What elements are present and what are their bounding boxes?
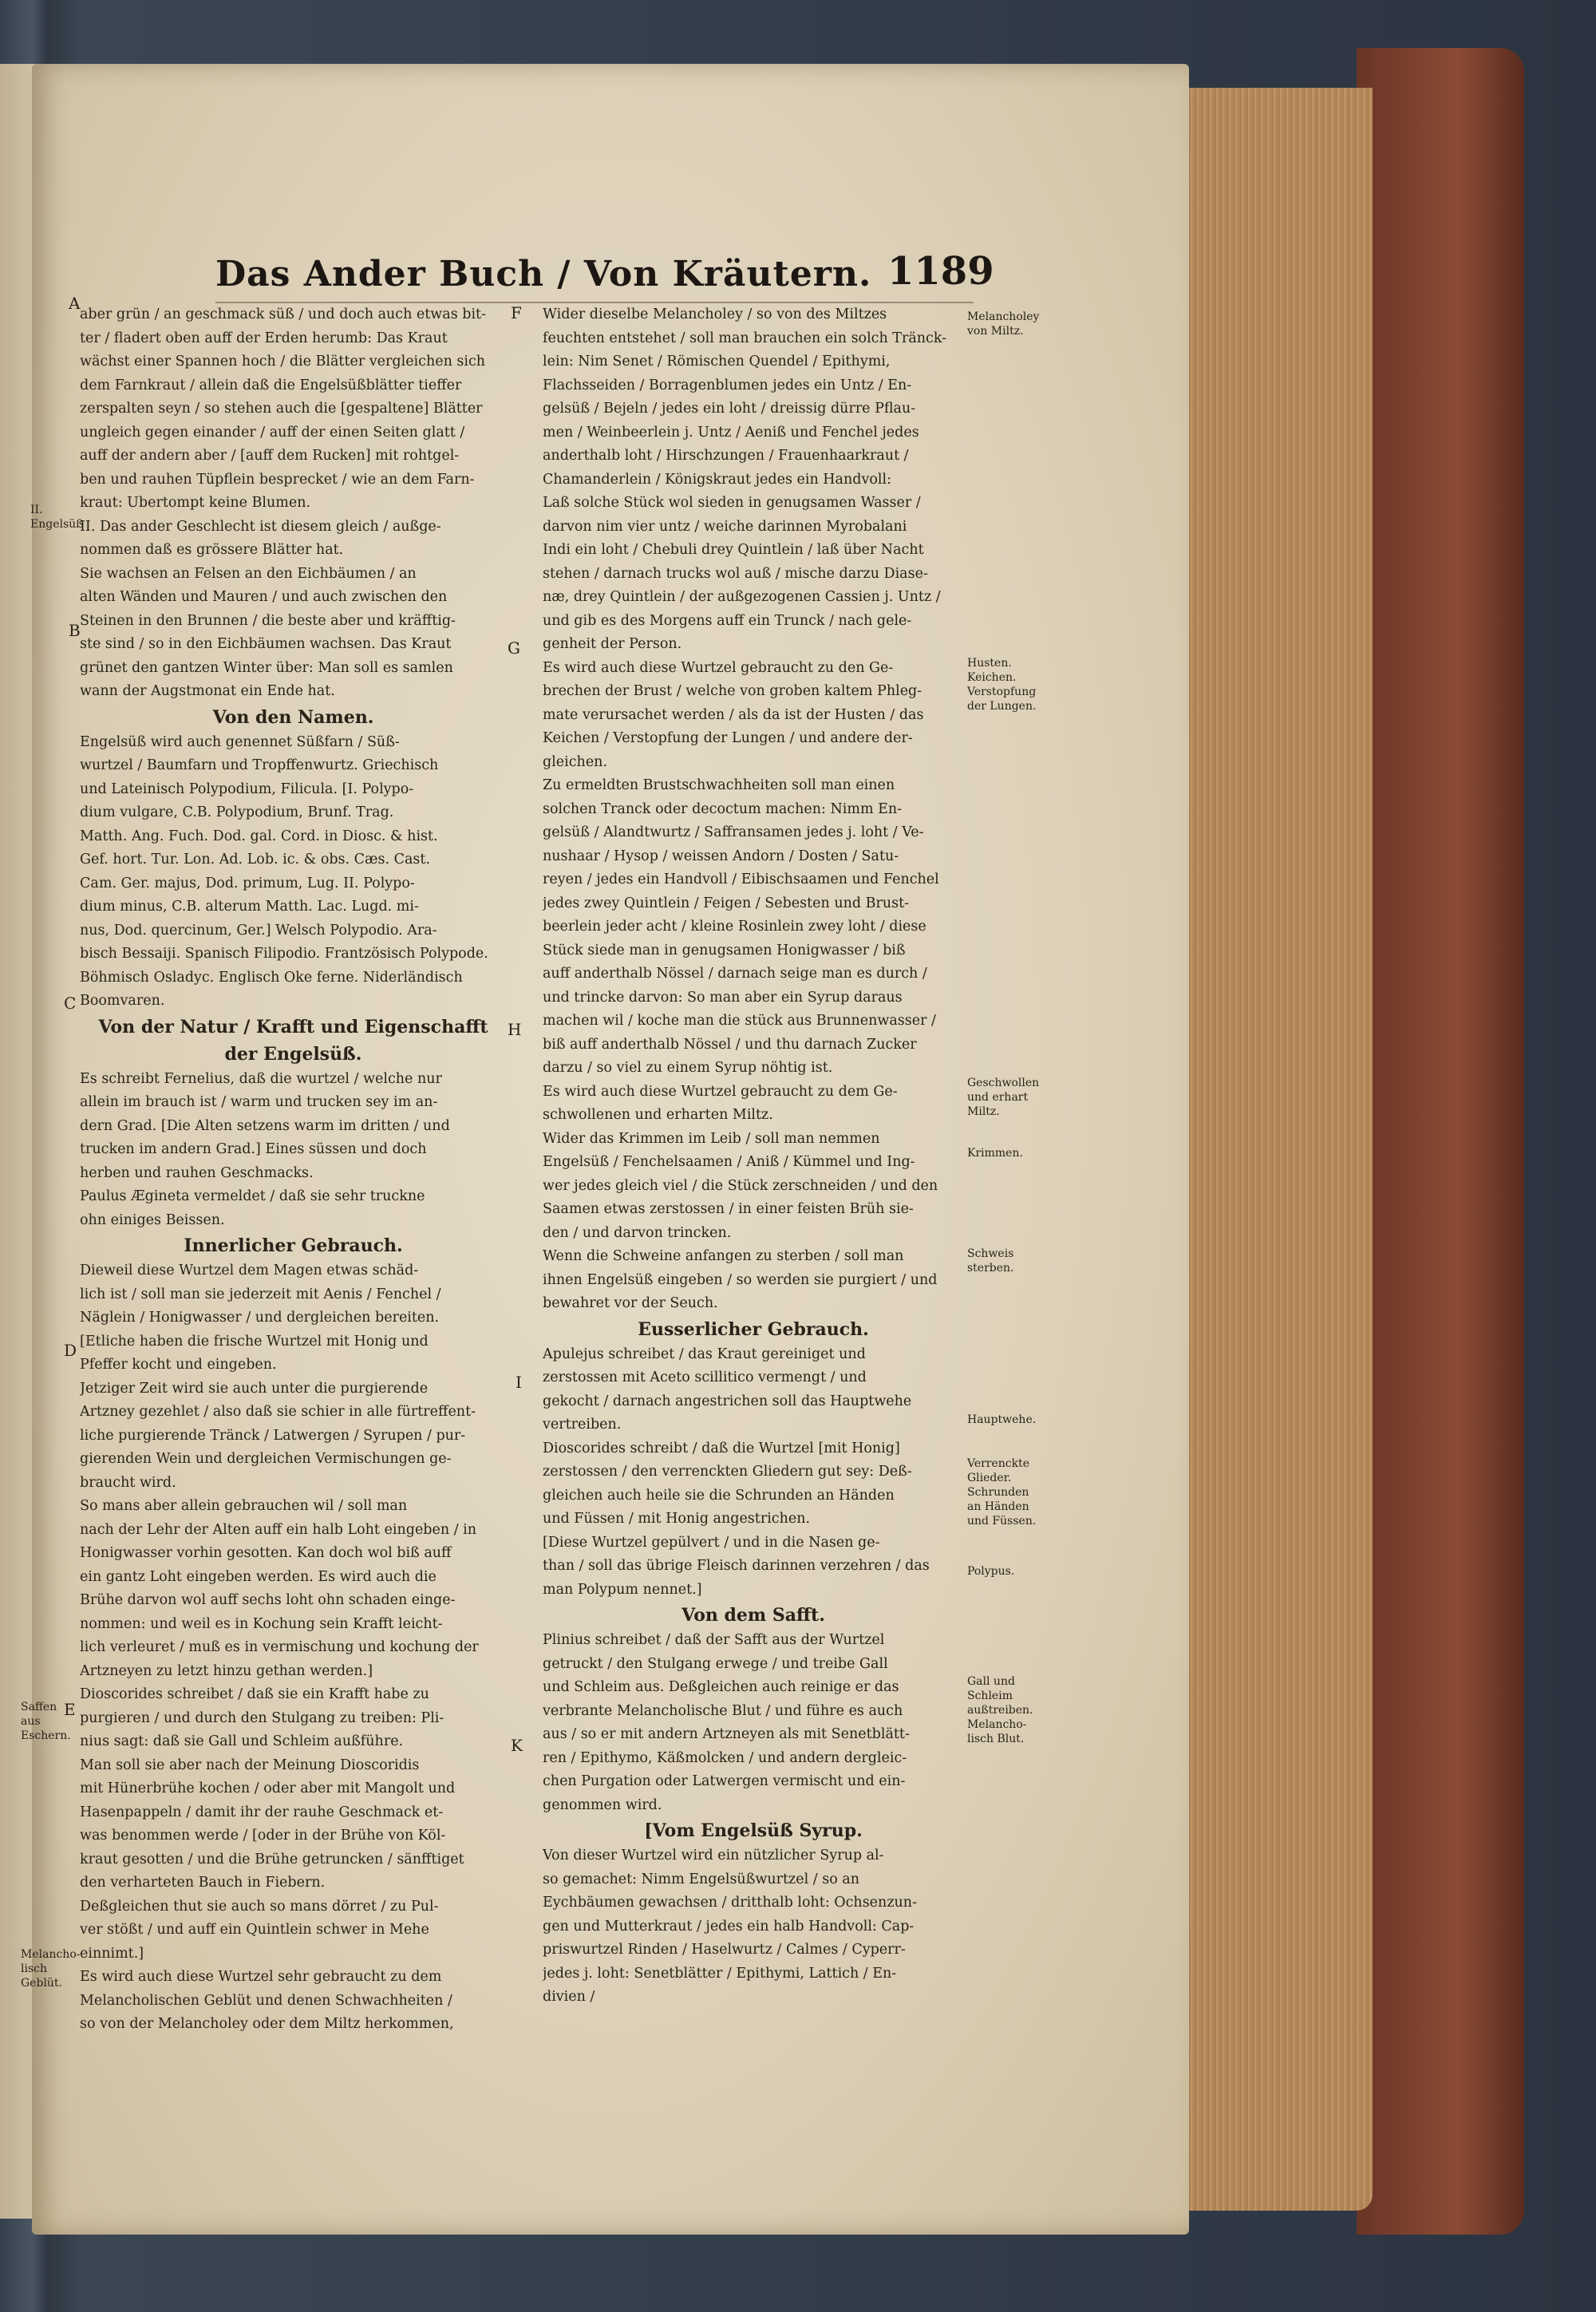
page-edges <box>1181 88 1373 2211</box>
text-line: und trincke darvon: So man aber ein Syrup daraus <box>543 989 903 1006</box>
text-line: purgieren / und durch den Stulgang zu treiben: Pli- <box>80 1709 444 1726</box>
text-line: Gef. hort. Tur. Lon. Ad. Lob. ic. & obs. Cæs. Cast. <box>80 852 431 867</box>
section-marker-f: F <box>511 303 522 322</box>
text-line: auff der andern aber / [auff dem Rucken] mit rohtgel- <box>80 448 460 464</box>
text-line: Boomvaren. <box>80 993 165 1009</box>
section-marker-e: E <box>64 1700 76 1719</box>
text-line: Steinen in den Brunnen / die beste aber und kräfftig- <box>80 612 456 629</box>
text-line: men / Weinbeerlein j. Untz / Aeniß und Fenchel jedes <box>543 424 919 441</box>
text-line: verbrante Melancholische Blut / und führe es auch <box>543 1702 903 1719</box>
text-line: Deßgleichen thut sie auch so mans dörret / zu Pul- <box>80 1898 439 1915</box>
text-line: [Etliche haben die frische Wurtzel mit Honig und <box>80 1333 429 1350</box>
text-line: Melancholischen Geblüt und denen Schwachheiten / <box>80 1992 452 2009</box>
margin-note-left-2: Saffen aus Eschern. <box>21 1701 71 1742</box>
text-line: schwollenen und erharten Miltz. <box>543 1107 773 1123</box>
section-heading: Von der Natur / Krafft und Eigenschafft <box>98 1016 488 1037</box>
margin-note-left-1: II. Engelsüß <box>30 504 84 531</box>
text-line: lich ist / soll man sie jederzeit mit Aenis / Fenchel / <box>80 1286 441 1302</box>
text-line: Pfeffer kocht und eingeben. <box>80 1357 277 1373</box>
text-line: ver stößt / und auff ein Quintlein schwer in Mehe <box>80 1922 429 1938</box>
text-line: zerstossen / den verrenckten Gliedern gut sey: Deß- <box>543 1464 912 1480</box>
text-line: getruckt / den Stulgang erwege / und treibe Gall <box>543 1655 888 1672</box>
text-line: Honigwasser vorhin gesotten. Kan doch wol biß auff <box>80 1545 452 1561</box>
text-line: Näglein / Honigwasser / und dergleichen bereiten. <box>80 1310 440 1326</box>
text-line: ter / fladert oben auff der Erden herumb: Das Kraut <box>80 330 448 346</box>
text-line: Jetziger Zeit wird sie auch unter die purgierende <box>80 1380 429 1397</box>
text-line: vertreiben. <box>543 1417 622 1433</box>
text-line: grünet den gantzen Winter über: Man soll es samlen <box>80 659 453 676</box>
text-line: mate verursachet werden / als da ist der Husten / das <box>543 706 924 723</box>
text-line: Zu ermeldten Brustschwachheiten soll man einen <box>543 777 895 793</box>
margin-note-right-9: Gall und Schleim außtreiben. Melancho- lisch Blut. <box>967 1675 1033 1745</box>
text-line: so von der Melancholey oder dem Miltz herkommen, <box>80 2016 454 2032</box>
text-line: und Füssen / mit Honig angestrichen. <box>543 1511 811 1527</box>
text-line: Matth. Ang. Fuch. Dod. gal. Cord. in Diosc. & hist. <box>80 828 438 844</box>
text-line: reyen / jedes ein Handvoll / Eibischsaamen und Fenchel <box>543 871 939 887</box>
section-marker-c: C <box>64 994 77 1013</box>
text-line: bisch Bessaiji. Spanisch Filipodio. Frantzösisch Polypode. <box>80 946 488 962</box>
text-line: was benommen werde / [oder in der Brühe von Köl- <box>80 1828 446 1844</box>
margin-note-right-1: Melancholey von Miltz. <box>967 310 1040 338</box>
text-line: zerstossen mit Aceto scillitico vermengt / und <box>543 1369 867 1385</box>
text-line: gen und Mutterkraut / jedes ein halb Handvoll: Cap- <box>543 1918 915 1935</box>
section-marker-h: H <box>508 1020 522 1039</box>
text-line: Saamen etwas zerstossen / in einer feisten Brüh sie- <box>543 1201 914 1217</box>
text-line: liche purgierende Tränck / Latwergen / Syrupen / pur- <box>80 1427 466 1444</box>
text-line: solchen Tranck oder decoctum machen: Nimm En- <box>543 800 903 817</box>
text-line: Dioscorides schreibet / daß sie ein Krafft habe zu <box>80 1686 429 1702</box>
text-line: Chamanderlein / Königskraut jedes ein Handvoll: <box>543 471 891 488</box>
text-line: wer jedes gleich viel / die Stück zerschneiden / und den <box>543 1177 938 1194</box>
text-line: [Diese Wurtzel gepülvert / und in die Nasen ge- <box>543 1534 880 1551</box>
text-line: alten Wänden und Mauren / und auch zwischen den <box>80 589 448 605</box>
text-line: und gib es des Morgens auff ein Trunck / nach gele- <box>543 612 912 629</box>
margin-note-right-8: Polypus. <box>967 1565 1015 1578</box>
text-line: Dieweil diese Wurtzel dem Magen etwas schäd- <box>80 1263 419 1279</box>
text-line: aus / so er mit andern Artzneyen als mit Senetblätt- <box>543 1726 910 1742</box>
right-text-column <box>543 303 964 2010</box>
text-line: næ, drey Quintlein / der außgezogenen Cassien j. Untz / <box>543 589 941 605</box>
section-heading: Von den Namen. <box>212 706 374 728</box>
text-line: Böhmisch Osladyc. Englisch Oke ferne. Niderländisch <box>80 969 463 986</box>
section-marker-g: G <box>508 638 520 658</box>
text-line: zerspalten seyn / so stehen auch die [gespaltene] Blätter <box>80 401 483 417</box>
text-line: auff anderthalb Nössel / darnach seige man es durch / <box>543 966 927 982</box>
section-heading: Innerlicher Gebrauch. <box>184 1235 403 1256</box>
section-heading: [Vom Engelsüß Syrup. <box>644 1820 863 1841</box>
text-line: Artzney gezehlet / also daß sie schier in alle fürtreffent- <box>80 1404 476 1420</box>
text-line: Engelsüß wird auch genennet Süßfarn / Süß- <box>80 733 400 750</box>
text-line: man Polypum nennet.] <box>543 1581 702 1598</box>
running-head: Das Ander Buch / Von Kräutern. <box>215 254 872 294</box>
text-line: darzu / so viel zu einem Syrup nöhtig ist. <box>543 1060 833 1076</box>
margin-note-left-3: Melancho- lisch Geblüt. <box>21 1948 81 1990</box>
text-line: Engelsüß / Fenchelsaamen / Aniß / Kümmel und Ing- <box>543 1154 915 1170</box>
section-marker-i: I <box>516 1373 522 1392</box>
text-line: nius sagt: daß sie Gall und Schleim außführe. <box>80 1733 404 1749</box>
text-line: beerlein jeder acht / kleine Rosinlein zwey loht / diese <box>543 919 926 935</box>
text-line: Hasenpappeln / damit ihr der rauhe Geschmack et- <box>80 1804 444 1820</box>
text-line: bewahret vor der Seuch. <box>543 1295 718 1311</box>
margin-note-right-4: Krimmen. <box>967 1147 1023 1160</box>
text-line: Cam. Ger. majus, Dod. primum, Lug. II. Polypo- <box>80 875 415 891</box>
text-line: nach der Lehr der Alten auff ein halb Loht eingeben / in <box>80 1521 477 1538</box>
section-marker-d: D <box>64 1341 77 1360</box>
text-line: gleichen. <box>543 753 608 770</box>
text-line: Sie wachsen an Felsen an den Eichbäumen / an <box>80 565 417 582</box>
text-line: Apulejus schreibet / das Kraut gereiniget und <box>543 1346 866 1362</box>
margin-note-right-7: Verrenckte Glieder. Schrunden an Händen und Füssen. <box>967 1457 1037 1528</box>
text-line: biß auff anderthalb Nössel / und thu darnach Zucker <box>543 1036 917 1053</box>
text-line: jedes zwey Quintlein / Feigen / Sebesten und Brust- <box>543 895 910 911</box>
text-line: Brühe darvon wol auff sechs loht ohn schaden einge- <box>80 1592 456 1608</box>
text-line: ohn einiges Beissen. <box>80 1211 225 1228</box>
text-line: gelsüß / Bejeln / jedes ein loht / dreissig dürre Pflau- <box>543 401 916 417</box>
text-line: Dioscorides schreibt / daß die Wurtzel [mit Honig] <box>543 1440 900 1456</box>
text-line: nus, Dod. quercinum, Ger.] Welsch Polypodio. Ara- <box>80 922 437 939</box>
text-line: braucht wird. <box>80 1474 176 1491</box>
text-line: divien / <box>543 1989 595 2005</box>
text-line: ihnen Engelsüß eingeben / so werden sie purgiert / und <box>543 1271 938 1288</box>
text-line: Wenn die Schweine anfangen zu sterben / soll man <box>543 1248 904 1264</box>
text-line: ste sind / so in den Eichbäumen wachsen. Das Kraut <box>80 636 452 652</box>
section-marker-a: A <box>69 294 81 313</box>
text-line: ren / Epithymo, Käßmolcken / und andern dergleic- <box>543 1749 907 1766</box>
text-line: machen wil / koche man die stück aus Brunnenwasser / <box>543 1013 936 1029</box>
text-line: Stück siede man in genugsamen Honigwasser / biß <box>543 942 906 958</box>
text-line: dium vulgare, C.B. Polypodium, Brunf. Trag. <box>80 804 394 820</box>
text-line: than / soll das übrige Fleisch darinnen verzehren / das <box>543 1558 930 1574</box>
text-line: Man soll sie aber nach der Meinung Dioscoridis <box>80 1757 420 1773</box>
text-line: anderthalb loht / Hirschzungen / Frauenhaarkraut / <box>543 448 909 464</box>
text-line: Eychbäumen gewachsen / dritthalb loht: Ochsenzun- <box>543 1895 917 1911</box>
text-line: mit Hünerbrühe kochen / oder aber mit Mangolt und <box>80 1780 456 1796</box>
text-line: Indi ein loht / Chebuli drey Quintlein / laß über Nacht <box>543 542 924 558</box>
text-line: feuchten entstehet / soll man brauchen ein solch Tränck- <box>543 330 947 346</box>
text-line: darvon nim vier untz / weiche darinnen Myrobalani <box>543 518 907 535</box>
text-line: Es schreibt Fernelius, daß die wurtzel / welche nur <box>80 1070 442 1087</box>
text-line: lein: Nim Senet / Römischen Quendel / Epithymi, <box>543 354 891 370</box>
text-line: ungleich gegen einander / auff der einen Seiten glatt / <box>80 424 465 441</box>
text-line: so gemachet: Nimm Engelsüßwurtzel / so an <box>543 1871 860 1887</box>
text-line: gleichen auch heile sie die Schrunden an Händen <box>543 1487 895 1504</box>
text-line: Es wird auch diese Wurtzel gebraucht zu den Ge- <box>543 659 894 676</box>
text-line: herben und rauhen Geschmacks. <box>80 1164 314 1181</box>
section-heading: der Engelsüß. <box>224 1043 362 1065</box>
text-line: gierenden Wein und dergleichen Vermischungen ge- <box>80 1451 452 1467</box>
margin-note-right-6: Hauptwehe. <box>967 1413 1037 1426</box>
text-line: wächst einer Spannen hoch / die Blätter vergleichen sich <box>80 354 486 370</box>
text-line: ein gantz Loht eingeben werden. Es wird auch die <box>80 1568 437 1585</box>
folio-number: 1189 <box>887 249 994 294</box>
text-line: Plinius schreibet / daß der Safft aus der Wurtzel <box>543 1632 885 1648</box>
text-line: dium minus, C.B. alterum Matth. Lac. Lugd. mi- <box>80 899 419 915</box>
text-line: lich verleuret / muß es in vermischung und kochung der <box>80 1639 479 1655</box>
section-marker-k: K <box>511 1736 523 1755</box>
text-line: dem Farnkraut / allein daß die Engelsüßblätter tieffer <box>80 377 462 393</box>
text-line: Wider dieselbe Melancholey / so von des Miltzes <box>543 306 887 322</box>
text-line: So mans aber allein gebrauchen wil / soll man <box>80 1498 408 1514</box>
text-line: den verharteten Bauch in Fiebern. <box>80 1875 326 1891</box>
text-line: und Lateinisch Polypodium, Filicula. [I. Polypo- <box>80 781 414 797</box>
margin-note-right-5: Schweis sterben. <box>967 1247 1014 1275</box>
text-line: chen Purgation oder Latwergen vermischt und ein- <box>543 1773 906 1789</box>
text-line: brechen der Brust / welche von groben kaltem Phleg- <box>543 683 922 699</box>
text-line: gelsüß / Alandtwurtz / Saffransamen jedes j. loht / Ve- <box>543 824 924 840</box>
text-line: wurtzel / Baumfarn und Tropffenwurtz. Griechisch <box>80 757 439 773</box>
text-line: Es wird auch diese Wurtzel sehr gebraucht zu dem <box>80 1969 442 1985</box>
section-heading: Eusserlicher Gebrauch. <box>638 1318 869 1340</box>
text-line: nushaar / Hysop / weissen Andorn / Dosten / Satu- <box>543 848 899 864</box>
text-line: jedes j. loht: Senetblätter / Epithymi, Lattich / En- <box>543 1965 897 1982</box>
book-cover <box>1357 48 1524 2235</box>
margin-note-right-2: Husten. Keichen. Verstopfung der Lungen. <box>967 657 1037 713</box>
text-line: kraut: Ubertompt keine Blumen. <box>80 495 311 511</box>
text-line: Flachsseiden / Borragenblumen jedes ein Untz / En- <box>543 377 912 393</box>
text-line: aber grün / an geschmack süß / und doch auch etwas bit- <box>80 306 486 322</box>
left-text-column <box>80 303 507 2037</box>
section-heading: Von dem Safft. <box>681 1605 825 1626</box>
text-line: nommen daß es grössere Blätter hat. <box>80 542 344 558</box>
text-line: dern Grad. [Die Alten setzens warm im dritten / und <box>80 1117 450 1134</box>
text-line: einnimt.] <box>80 1945 144 1962</box>
text-line: stehen / darnach trucks wol auß / mische darzu Diase- <box>543 565 928 582</box>
text-line: Wider das Krimmen im Leib / soll man nemmen <box>543 1130 880 1147</box>
text-line: priswurtzel Rinden / Haselwurtz / Calmes / Cyperr- <box>543 1942 906 1958</box>
text-line: gekocht / darnach angestrichen soll das Hauptwehe <box>543 1393 912 1409</box>
text-line: Von dieser Wurtzel wird ein nützlicher Syrup al- <box>543 1848 884 1863</box>
text-line: nommen: und weil es in Kochung sein Krafft leicht- <box>80 1615 443 1632</box>
text-line: und Schleim aus. Deßgleichen auch reinige er das <box>543 1679 899 1695</box>
section-marker-b: B <box>69 621 81 640</box>
text-line: Artzneyen zu letzt hinzu gethan werden.] <box>80 1662 373 1679</box>
text-line: genommen wird. <box>543 1796 662 1813</box>
text-line: trucken im andern Grad.] Eines süssen und doch <box>80 1141 427 1157</box>
text-line: II. Das ander Geschlecht ist diesem gleich / außge- <box>80 518 441 535</box>
text-line: wann der Augstmonat ein Ende hat. <box>80 683 335 699</box>
text-line: allein im brauch ist / warm und trucken sey im an- <box>80 1094 438 1110</box>
margin-note-right-3: Geschwollen und erhart Miltz. <box>967 1077 1040 1118</box>
text-line: Laß solche Stück wol sieden in genugsamen Wasser / <box>543 495 921 511</box>
text-line: ben und rauhen Tüpflein besprecket / wie an dem Farn- <box>80 471 475 488</box>
text-line: Paulus Ægineta vermeldet / daß sie sehr truckne <box>80 1188 425 1204</box>
text-line: Keichen / Verstopfung der Lungen / und andere der- <box>543 730 913 746</box>
text-line: Es wird auch diese Wurtzel gebraucht zu dem Ge- <box>543 1083 898 1100</box>
text-line: genheit der Person. <box>543 636 682 652</box>
text-line: den / und darvon trincken. <box>543 1224 732 1241</box>
text-line: kraut gesotten / und die Brühe getruncken / sänfftiget <box>80 1851 464 1867</box>
